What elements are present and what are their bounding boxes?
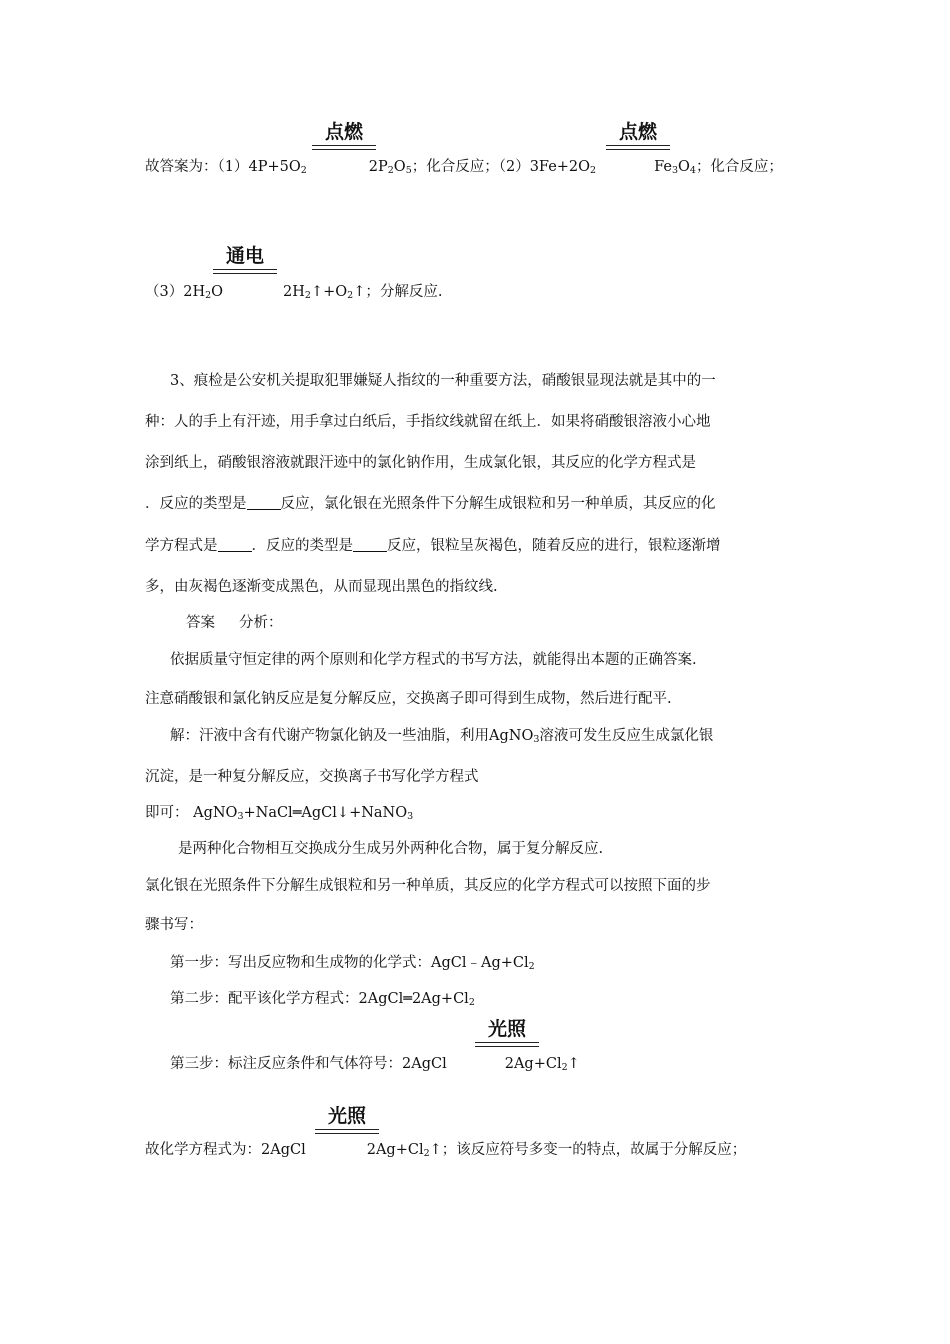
question-text: ．反应的类型是 [145, 496, 247, 512]
final-text: 2Ag+Cl [366, 1142, 424, 1158]
analysis-text: 依据质量守恒定律的两个原则和化学方程式的书写方法，就能得出本题的正确答案. [170, 652, 697, 668]
sub: 3 [671, 165, 678, 176]
condition-bar [312, 149, 376, 150]
solution-line-6 [145, 915, 203, 935]
question-text: 种：人的手上有汗迹，用手拿过白纸后，手指纹线就留在纸上．如果将硝酸银溶液小心地 [145, 414, 711, 430]
question-line-2 [145, 412, 711, 432]
question-line-1 [170, 371, 716, 391]
condition-text: 通电 [225, 245, 264, 267]
question-text: 学方程式是 [145, 538, 218, 554]
answer3-mid3: ↑+O [310, 284, 348, 300]
step-text: 2Ag+Cl [504, 1056, 562, 1072]
answer1-lead: 故答案为：（1）4P+5O [145, 159, 301, 175]
sub: 2 [347, 290, 354, 301]
answer1-mid5: O [678, 159, 690, 175]
sub: 3 [237, 811, 244, 822]
condition-text: 点燃 [324, 121, 363, 143]
sub: 2 [387, 165, 394, 176]
analysis-text: 注意硝酸银和氯化钠反应是复分解反应，交换离子即可得到生成物，然后进行配平. [145, 691, 672, 707]
answer1-mid2: O [393, 159, 406, 175]
solution-line-2 [145, 767, 479, 787]
question-text: 多，由灰褐色逐渐变成黑色，从而显现出黑色的指纹线. [145, 579, 498, 595]
question-text: 3、痕检是公安机关提取犯罪嫌疑人指纹的一种重要方法，硝酸银显现法就是其中的一 [170, 373, 716, 389]
condition-text: 点燃 [618, 121, 657, 143]
answer-blank [218, 537, 252, 552]
answer3-lead: （3）2H [145, 284, 206, 300]
step-3 [170, 1054, 580, 1078]
step-1 [170, 953, 535, 977]
analysis-label: 分析： [239, 615, 283, 631]
answer3-tail: ↑；分解反应. [353, 284, 443, 300]
solution-text: 解：汗液中含有代谢产物氯化钠及一些油脂，利用AgNO [170, 728, 534, 744]
condition-bar [606, 145, 670, 146]
solution-line-1 [170, 726, 713, 750]
sub: 2 [304, 290, 311, 301]
condition-bar [475, 1042, 539, 1043]
condition-electric [213, 244, 277, 268]
analysis-line-2 [145, 689, 672, 709]
answer-blank [353, 537, 387, 552]
condition-bar [315, 1129, 379, 1130]
step-text: 第三步：标注反应条件和气体符号：2AgCl [170, 1056, 447, 1072]
sub: 5 [405, 165, 412, 176]
sub: 3 [533, 734, 540, 745]
answer1-mid4: Fe [654, 159, 672, 175]
solution-text: 是两种化合物相互交换成分生成另外两种化合物，属于复分解反应. [178, 841, 604, 857]
step-text: 第一步：写出反应物和生成物的化学式：AgCl﹣Ag+Cl [170, 955, 529, 971]
condition-light-1 [475, 1017, 539, 1041]
solution-text: 氯化银在光照条件下分解生成银粒和另一种单质，其反应的化学方程式可以按照下面的步 [145, 878, 711, 894]
condition-bar [606, 149, 670, 150]
sub: 2 [590, 165, 597, 176]
final-text: 故化学方程式为：2AgCl [145, 1142, 306, 1158]
answer-blank [247, 495, 281, 510]
condition-ignite-1 [312, 120, 376, 144]
answer1-tail: ；化合反应； [695, 159, 783, 175]
condition-ignite-2 [606, 120, 670, 144]
question-line-3 [145, 453, 696, 473]
analysis-line-1 [170, 650, 697, 670]
step-text: ↑ [567, 1056, 580, 1072]
sub: 4 [689, 165, 696, 176]
solution-line-5 [145, 876, 711, 896]
question-line-5 [145, 536, 721, 556]
answer1-mid1: 2P [368, 159, 388, 175]
step-2 [170, 989, 475, 1013]
sub: 2 [528, 961, 535, 972]
condition-bar [312, 145, 376, 146]
sub: 2 [300, 165, 307, 176]
step-text: 第二步：配平该化学方程式：2AgCl═2Ag+Cl [170, 991, 469, 1007]
sub: 2 [561, 1062, 568, 1073]
solution-text: 沉淀，是一种复分解反应，交换离子书写化学方程式 [145, 769, 479, 785]
answer-analysis-header [186, 613, 283, 633]
answer3-mid2: 2H [283, 284, 305, 300]
condition-bar [213, 273, 277, 274]
question-line-6 [145, 577, 498, 597]
solution-line-3 [145, 803, 413, 827]
solution-line-4 [178, 839, 603, 859]
solution-text: 骤书写： [145, 917, 203, 933]
sub: 3 [407, 811, 414, 822]
question-text: 反应，银粒呈灰褐色，随着反应的进行，银粒逐渐增 [387, 538, 721, 554]
question-text: 反应，氯化银在光照条件下分解生成银粒和另一种单质，其反应的化 [280, 496, 716, 512]
condition-bar [475, 1046, 539, 1047]
answer-line-1 [145, 157, 783, 181]
condition-bar [213, 269, 277, 270]
sub: 2 [205, 290, 212, 301]
sub: 2 [423, 1148, 430, 1159]
question-line-4 [145, 494, 716, 514]
question-text: ．反应的类型是 [251, 538, 353, 554]
question-text: 涂到纸上，硝酸银溶液就跟汗迹中的氯化钠作用，生成氯化银，其反应的化学方程式是 [145, 455, 696, 471]
answer1-mid3: ；化合反应；（2）3Fe+2O [411, 159, 591, 175]
final-equation [145, 1140, 746, 1164]
condition-bar [315, 1133, 379, 1134]
final-text: ↑；该反应符号多变一的特点，故属于分解反应； [429, 1142, 747, 1158]
condition-text: 光照 [487, 1018, 526, 1040]
sub: 2 [468, 997, 475, 1008]
solution-text: 即可： AgNO [145, 805, 238, 821]
solution-text: 溶液可发生反应生成氯化银 [539, 728, 714, 744]
answer-label: 答案 [186, 615, 215, 631]
answer3-mid1: O [211, 284, 224, 300]
condition-light-2 [315, 1104, 379, 1128]
condition-text: 光照 [327, 1105, 366, 1127]
answer-line-3 [145, 282, 442, 306]
solution-text: +NaCl═AgCl↓+NaNO [243, 805, 408, 821]
